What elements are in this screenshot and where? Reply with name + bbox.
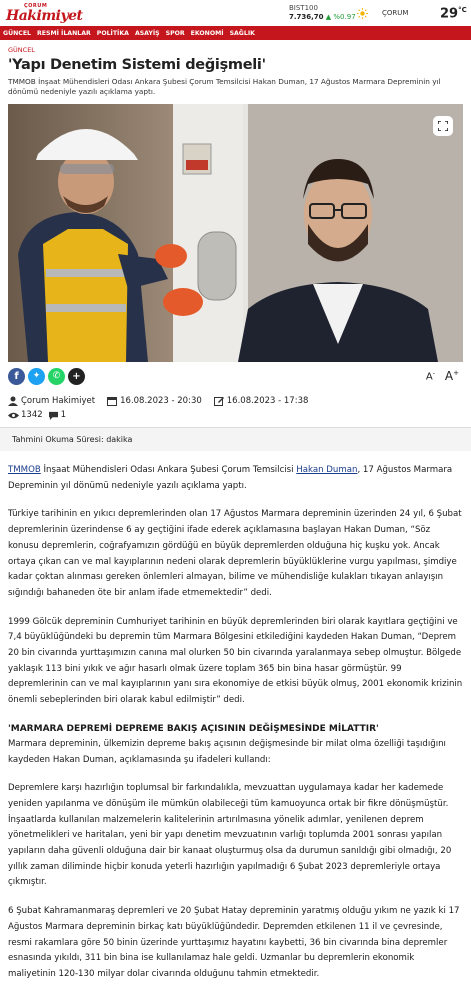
bist-value: 7.736,70 bbox=[289, 13, 324, 21]
article-summary: TMMOB İnşaat Mühendisleri Odası Ankara Şubesi Çorum Temsilcisi Hakan Duman, 17 Ağustos Marmara Depreminin yıl dönümü nedeniyle yazılı açıklama yaptı. bbox=[8, 77, 441, 96]
user-icon bbox=[8, 396, 18, 406]
expand-image-button[interactable] bbox=[433, 116, 453, 136]
weather-temp bbox=[440, 6, 467, 21]
weather-city[interactable]: ÇORUM bbox=[382, 9, 409, 17]
facebook-share-button[interactable] bbox=[8, 368, 25, 385]
nav-item-asayis[interactable]: ASAYİŞ bbox=[134, 29, 160, 37]
edit-icon bbox=[214, 396, 224, 406]
article-stats bbox=[8, 410, 463, 420]
logo-small-text: ÇORUM bbox=[24, 2, 48, 9]
nav-item-spor[interactable]: SPOR bbox=[165, 29, 185, 37]
updated-date: 16.08.2023 - 17:38 bbox=[226, 396, 309, 406]
bist-change: %0.97 bbox=[333, 13, 356, 21]
article-paragraph: Depremlere karşı hazırlığın toplumsal bir farkındalıkla, mevzuattan uygulamaya kadar her kademede yeniden yapılanma ve dönüşüm ile mümkün olabileceği tüm kamuoyunca ortak bir fikre dönüşmüştür. İnşaatlarda kullanılan malzemelerin kalitelerinin artırılmasına yönelik adımlar, yenilenen deprem yönetmelikleri ve haritaları, yeni bir yapı denetim mevzuatının varlığı toplumda 2001 sonrası yapılan yapıların daha güvenli olduğuna dair bir kanaat oluşturmuş olsa da durumun sanıldığı gibi olmadığı, 20 yıllık zaman diliminde hiçbir konuda yeterli hazırlığın yapılmadığı 6 Şubat 2023 depremleriyle ortaya çıkmıştır. bbox=[8, 783, 452, 888]
reading-time: Tahmini Okuma Süresi: dakika bbox=[0, 427, 471, 451]
nav-item-saglik[interactable]: SAĞLIK bbox=[229, 29, 255, 37]
eye-icon bbox=[8, 411, 19, 420]
nav-item-guncel[interactable]: GÜNCEL bbox=[3, 29, 31, 37]
main-nav bbox=[0, 26, 471, 40]
view-count: 1342 bbox=[21, 410, 43, 420]
comment-count[interactable]: 1 bbox=[60, 410, 67, 420]
article-container bbox=[0, 46, 471, 983]
article-paragraph bbox=[8, 463, 463, 494]
share-bar bbox=[8, 367, 463, 385]
trend-up-icon: ▲ bbox=[325, 13, 332, 21]
updated-item bbox=[214, 396, 309, 406]
tmmob-link[interactable]: TMMOB bbox=[8, 465, 41, 475]
hero-photo bbox=[8, 104, 463, 362]
article-paragraph: Türkiye tarihinin en yıkıcı depremlerinden olan 17 Ağustos Marmara depreminin üzerinden 24 yıl, 6 Şubat depremlerinin üzerindense 6 ay geçtiğini ifade ederek açıklamasına başlayan Hakan Duman, “Söz konusu depremlerin, coğrafyamızın gördüğü en büyük depremlerden olduğuna hiç kuşku yok. Ancak ortaya çıkan can ve mal kayıplarının nedeni olarak depremlerin büyüklüklerine vurgu yapılması, şimdiye kadar çoktan alınması gereken önlemleri almayan, bilime ve mühendisliğe kulakları tıkayan anlayışın sığındığı bahaneden öte bir anlam ifade etmemektedir” dedi. bbox=[8, 509, 462, 598]
paragraph-text: , 17 Ağustos Marmara Depreminin yıl dönümü nedeniyle yazılı açıklama yaptı. bbox=[8, 465, 453, 491]
article-paragraph: 1999 Gölcük depreminin Cumhuriyet tarihinin en büyük depremlerinden biri olarak kayıtlara geçtiğini ve 7,4 büyüklüğündeki bu depremin tüm Marmara Bölgesini etkilediğini kaydeden Hakan Duman, “Deprem 20 bin civarında yurttaşımızın canına mal olurken 50 bin civarında yaralanmaya sebep olmuştur. Bölgede yaklaşık 113 bini yıkık ve ağır hasarlı olmak üzere toplam 365 bin bina hasar görmüştür. 99 depremlerinin can ve mal kayıplarının yanı sıra ekonomiye de etkisi büyük olmuş, 2001 ekonomik krizinin önemli sebeplerinden biri olarak kabul edilmiştir” dedi. bbox=[8, 616, 463, 706]
font-decrease-label: A bbox=[425, 371, 433, 383]
sun-icon bbox=[357, 8, 368, 19]
top-header bbox=[0, 0, 471, 26]
font-increase-button[interactable]: A+ bbox=[444, 369, 459, 383]
bist-label: BIST100 bbox=[289, 4, 318, 12]
published-date: 16.08.2023 - 20:30 bbox=[120, 396, 202, 406]
bist-ticker[interactable] bbox=[289, 4, 356, 22]
whatsapp-icon: ✆ bbox=[52, 371, 61, 381]
whatsapp-share-button[interactable] bbox=[48, 368, 65, 385]
twitter-icon: ✦ bbox=[32, 371, 41, 381]
font-increase-label: A bbox=[444, 369, 454, 383]
calendar-icon bbox=[107, 396, 117, 406]
article-subheading: 'MARMARA DEPREMİ DEPREME BAKIŞ AÇISININ DEĞİŞMESİNDE MİLATTIR' bbox=[8, 723, 379, 734]
paragraph-text: İnşaat Mühendisleri Odası Ankara Şubesi Çorum Temsilcisi bbox=[40, 465, 297, 475]
article-meta bbox=[8, 396, 463, 406]
nav-item-ekonomi[interactable]: EKONOMİ bbox=[190, 29, 224, 37]
article-paragraph: 6 Şubat Kahramanmaraş depremleri ve 20 Şubat Hatay depreminin yaratmış olduğu yıkım ne yazık ki 17 Ağustos Marmara depreminin birkaç katı büyüklüğündedir. Depremden etkilenen 11 il ve çevresinde, resmi rakamlara göre 50 binin üzerinde yurttaşımız hayatını kaybetti, 36 bin civarında bina depremler esnasında yıkıldı, 311 bin bina ise kullanılamaz hale geldi. Uzmanlar bu depremlerin ekonomik maliyetinin 120-130 milyar dolar civarında olduğunu tahmin etmektedir. bbox=[8, 906, 460, 979]
temp-unit: °C bbox=[458, 6, 467, 14]
article-title: 'Yapı Denetim Sistemi değişmeli' bbox=[8, 57, 266, 73]
nav-item-resmi-ilanlar[interactable]: RESMİ İLANLAR bbox=[37, 29, 91, 37]
facebook-icon: f bbox=[14, 370, 19, 382]
site-logo[interactable] bbox=[6, 4, 82, 23]
font-decrease-button[interactable]: A- bbox=[425, 369, 435, 383]
nav-item-politika[interactable]: POLİTİKA bbox=[96, 29, 129, 37]
article-paragraph: Marmara depreminin, ülkemizin depreme bakış açısının değişmesinde bir milat olma özelliği taşıdığını kaydeden Hakan Duman, açıklamasında şu ifadeleri kullandı: bbox=[8, 738, 446, 765]
article-body bbox=[8, 463, 463, 983]
temp-value: 29 bbox=[440, 6, 459, 22]
font-size-controls bbox=[426, 369, 459, 383]
more-share-button[interactable] bbox=[68, 368, 85, 385]
twitter-share-button[interactable] bbox=[28, 368, 45, 385]
article-category[interactable]: GÜNCEL bbox=[8, 46, 35, 54]
hakan-duman-link[interactable]: Hakan Duman bbox=[296, 465, 358, 475]
article-hero-image bbox=[8, 104, 463, 362]
author-item bbox=[8, 396, 95, 406]
published-item bbox=[107, 396, 202, 406]
author-name[interactable]: Çorum Hakimiyet bbox=[21, 396, 96, 406]
logo-text: Hakimiyet bbox=[6, 7, 83, 24]
plus-icon: + bbox=[72, 370, 81, 382]
fullscreen-icon bbox=[438, 121, 448, 131]
comment-icon bbox=[48, 411, 59, 420]
